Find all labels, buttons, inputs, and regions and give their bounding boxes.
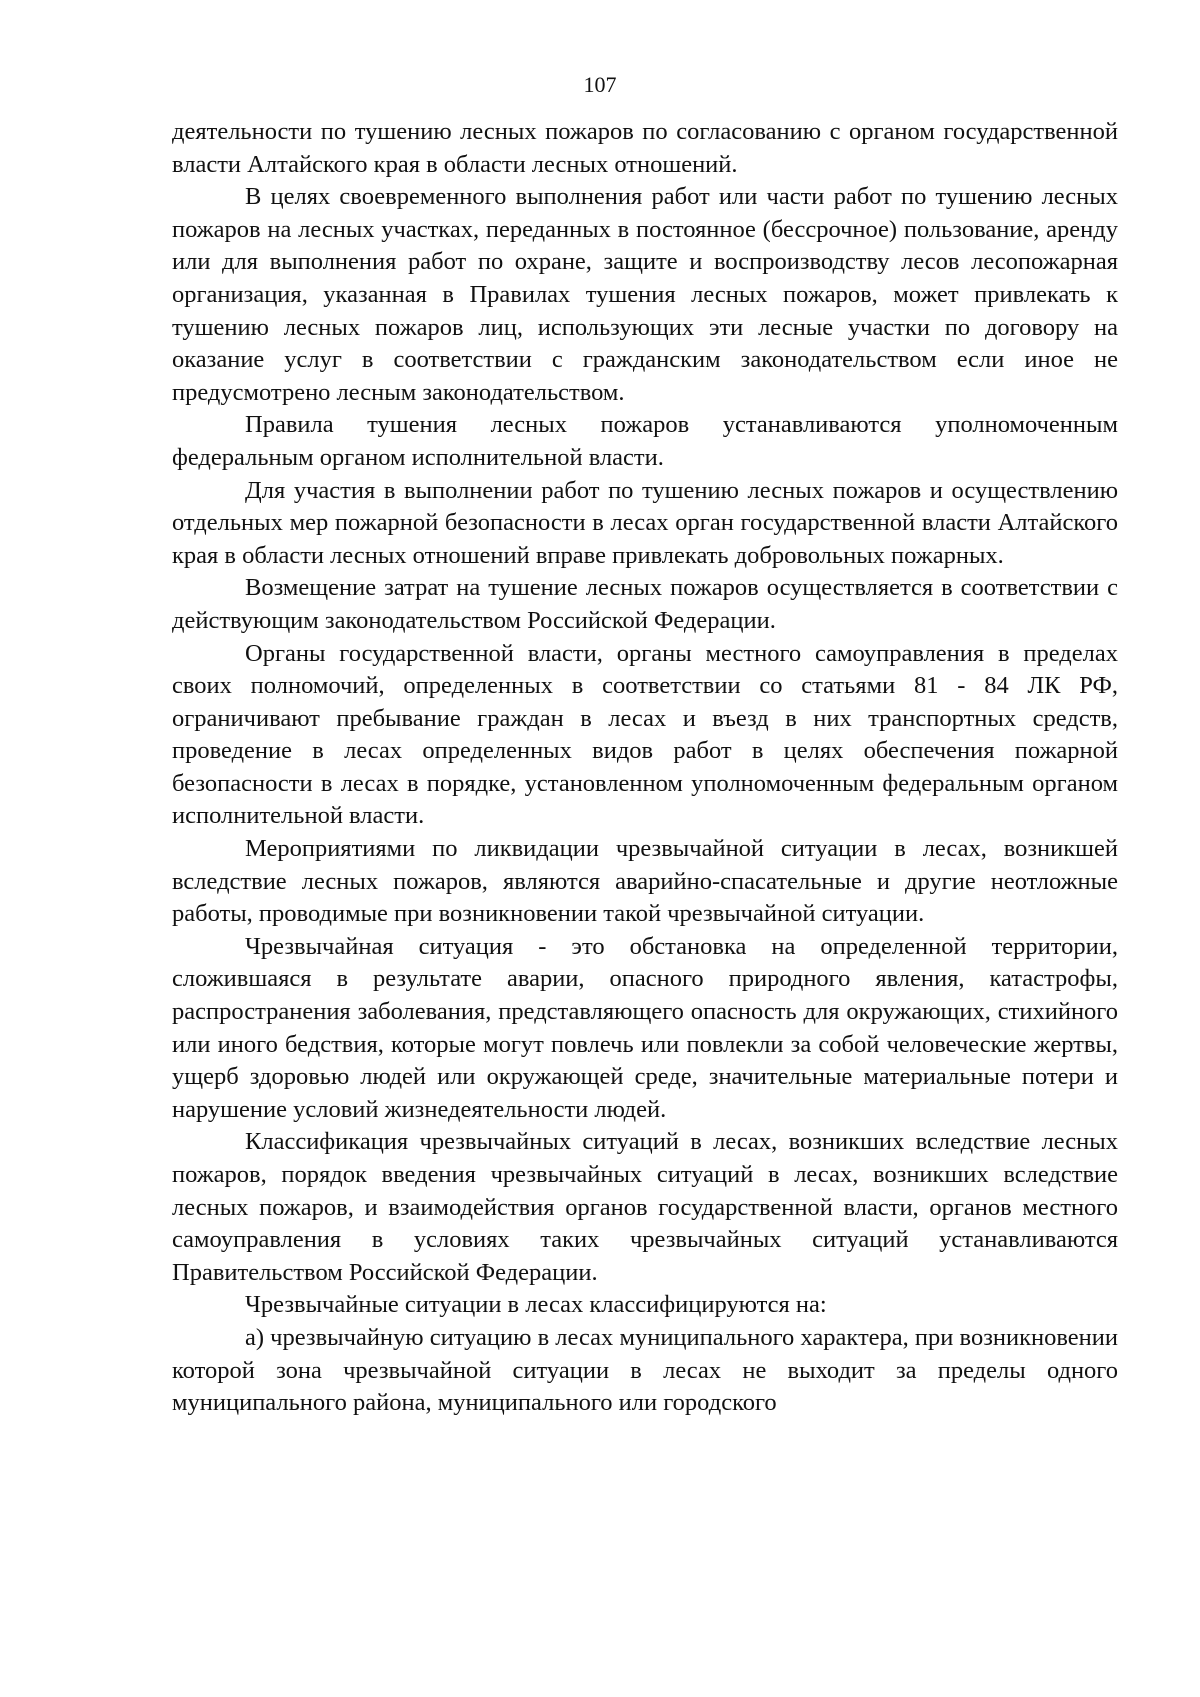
- paragraph-continuation: деятельности по тушению лесных пожаров по согласованию с органом государственной власти Алтайского края в области лесных отношений.: [172, 118, 1118, 178]
- paragraph-cost-reimbursement: Возмещение затрат на тушение лесных пожаров осуществляется в соответствии с действующим законодательством Российской Федерации.: [172, 574, 1118, 634]
- paragraph-emergency-measures: Мероприятиями по ликвидации чрезвычайной ситуации в лесах, возникшей вследствие лесных пожаров, являются аварийно-спасательные и другие неотложные работы, проводимые при возникновении такой чрезвычайной ситуации.: [172, 835, 1118, 928]
- paragraph-fire-suppression-involvement: В целях своевременного выполнения работ или части работ по тушению лесных пожаров на лесных участках, переданных в постоянное (бессрочное) пользование, аренду или для выполнения работ по охране, защите и воспроизводству лесов лесопожарная организация, указанная в Правилах тушения лесных пожаров, может привлекать к тушению лесных пожаров лиц, использующих эти лесные участки по договору на оказание услуг в соответствии с гражданским законодательством если иное не предусмотрено лесным законодательством.: [172, 183, 1118, 406]
- paragraph-access-restrictions: Органы государственной власти, органы местного самоуправления в пределах своих полномочий, определенных в соответствии со статьями 81 - 84 ЛК РФ, ограничивают пребывание граждан в лесах и въезд в них транспортных средств, проведение в лесах определенных видов работ в целях обеспечения пожарной безопасности в лесах в порядке, установленном уполномоченным федеральным органом исполнительной власти.: [172, 639, 1118, 830]
- paragraph-volunteer-firefighters: Для участия в выполнении работ по тушению лесных пожаров и осуществлению отдельных мер пожарной безопасности в лесах орган государственной власти Алтайского края в области лесных отношений вправе привлекать добровольных пожарных.: [172, 476, 1118, 569]
- paragraph-emergency-definition: Чрезвычайная ситуация - это обстановка на определенной территории, сложившаяся в результате аварии, опасного природного явления, катастрофы, распространения заболевания, представляющего опасность для окружающих, стихийного или иного бедствия, которые могут повлечь или повлекли за собой человеческие жертвы, ущерб здоровью людей или окружающей среде, значительные материальные потери и нарушение условий жизнедеятельности людей.: [172, 932, 1118, 1123]
- paragraph-classification-intro: Чрезвычайные ситуации в лесах классифицируются на:: [245, 1291, 827, 1319]
- paragraph-emergency-classification: Классификация чрезвычайных ситуаций в лесах, возникших вследствие лесных пожаров, порядок введения чрезвычайных ситуаций в лесах, возникших вследствие лесных пожаров, и взаимодействия органов государственной власти, органов местного самоуправления в условиях таких чрезвычайных ситуаций устанавливаются Правительством Российской Федерации.: [172, 1128, 1118, 1286]
- page-number: 107: [583, 72, 617, 97]
- paragraph-fire-rules: Правила тушения лесных пожаров устанавливаются уполномоченным федеральным органом исполнительной власти.: [172, 411, 1118, 471]
- paragraph-municipal-emergency: а) чрезвычайную ситуацию в лесах муниципального характера, при возникновении которой зона чрезвычайной ситуации в лесах не выходит за пределы одного муниципального района, муниципального или городского: [172, 1323, 1118, 1417]
- body-text: [172, 116, 1118, 1420]
